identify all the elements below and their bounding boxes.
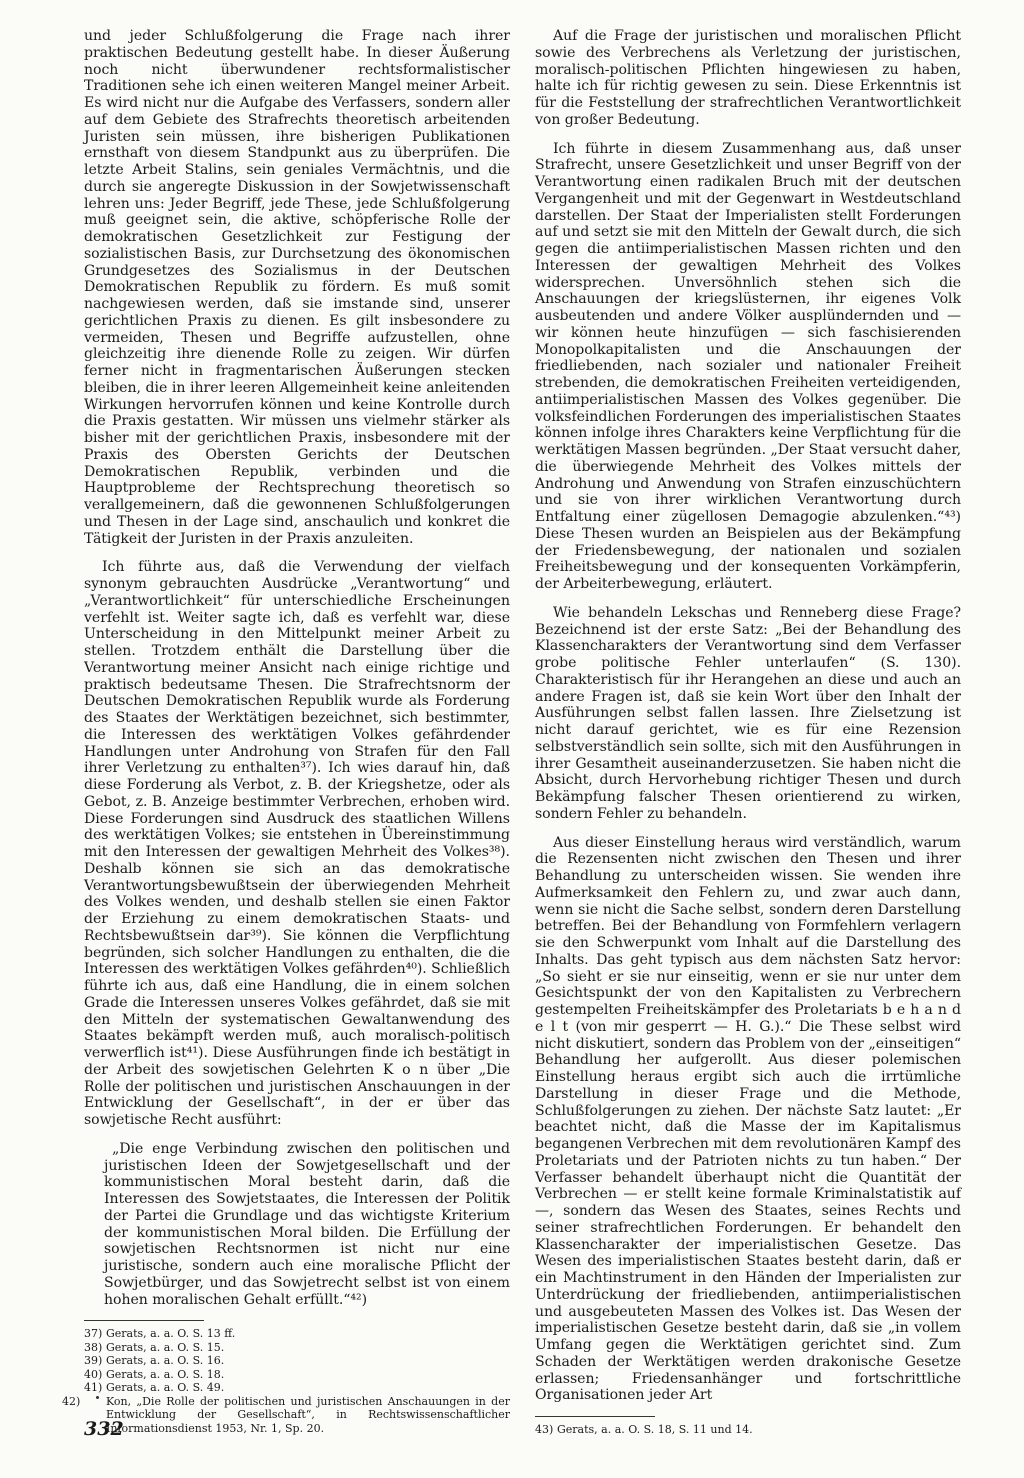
- footnote: [84, 1381, 510, 1395]
- footnote-text: Gerats, a. a. O. S. 18, S. 11 und 14.: [557, 1423, 753, 1436]
- footnote-divider: [84, 1320, 204, 1327]
- page-number: 332: [84, 1418, 124, 1440]
- footnote-text: Gerats, a. a. O. S. 18.: [106, 1367, 225, 1381]
- footnote-number: 42): [62, 1394, 81, 1408]
- footnote: [84, 1327, 510, 1341]
- footnote-text: Gerats, a. a. O. S. 13 ff.: [106, 1327, 236, 1341]
- footnotes-left: [62, 1327, 510, 1435]
- block-quote: „Die enge Verbindung zwischen den politischen und juristischen Ideen der Sowjetgesellschaft und der kommunistischen Moral besteht darin, daß die Interessen des Sowjetstaates, die Interessen der Politik der Partei die Grundlage und das wichtigste Kriterium der kommunistischen Moral bilden. Die Erfüllung der sowjetischen Rechtsnormen ist nicht nur eine juristische, sondern auch eine moralische Pflicht der Sowjetbürger, und das Sowjetrecht selbst ist von einem hohen moralischen Gehalt erfüllt.“⁴²): [104, 1140, 510, 1308]
- footnote-number: 37): [84, 1327, 103, 1341]
- footnote-text: Gerats, a. a. O. S. 16.: [106, 1354, 225, 1368]
- footnote-number: 39): [84, 1354, 103, 1368]
- footnote-divider: [535, 1416, 655, 1423]
- footnote: [535, 1423, 961, 1437]
- footnotes-right: [535, 1423, 961, 1437]
- footnote: [62, 1394, 510, 1436]
- left-column: [62, 28, 510, 1435]
- paragraph: Ich führte in diesem Zusammenhang aus, daß unser Strafrecht, unsere Gesetzlichkeit und unser Begriff von der Verantwortung einen radikalen Bruch mit der deutschen Vergangenheit und mit der Gegenwart in Westdeutschland darstellen. Der Staat der Imperialisten stellt Forderungen auf und setzt sie mit den Mitteln der Gewalt durch, die sich gegen die antiimperialistischen Massen richten und den Interessen der gewaltigen Mehrheit des Volkes widersprechen. Unversöhnlich stehen sich die Anschauungen der kriegslüsternen, ihr eigenes Volk ausbeutenden und andere Völker ausplündernden und — wir können heute hinzufügen — sich faschisierenden Monopolkapitalisten und die Anschauungen der friedliebenden, nach sozialer und nationaler Freiheit strebenden, die demokratischen Freiheiten verteidigenden, antiimperialistischen Massen des Volkes gegenüber. Die volksfeindlichen Forderungen des imperialistischen Staates können infolge ihres Charakters keine Verpflichtung für die werktätigen Massen begründen. „Der Staat versucht daher, die überwiegende Mehrheit des Volkes mittels der Androhung und Anwendung von Strafen einzuschüchtern und sie von ihrer wirklichen Verantwortung durch Entfaltung einer zügellosen Demagogie abzulenken.“⁴³) Diese Thesen wurden an Beispielen aus der Bekämpfung der Friedensbewegung, der nationalen und sozialen Freiheitsbewegung und der konsequenten Vorkämpferin, der Arbeiterbewegung, erläutert.: [535, 140, 961, 592]
- footnote: [84, 1354, 510, 1368]
- footnote-number: 40): [84, 1367, 103, 1381]
- paragraph: Auf die Frage der juristischen und moralischen Pflicht sowie des Verbrechens als Verletzung der juristischen, moralisch-politischen Pflichten hingewiesen zu haben, halte ich für richtig gewesen zu sein. Diese Erkenntnis ist für die Feststellung der strafrechtlichen Verantwortlichkeit von großer Bedeutung.: [535, 28, 961, 128]
- footnote-text: Gerats, a. a. O. S. 15.: [106, 1340, 225, 1354]
- paragraph: Ich führte aus, daß die Verwendung der vielfach synonym gebrauchten Ausdrücke „Verantwortung“ und „Verantwortlichkeit“ für unterschiedliche Erscheinungen verfehlt ist. Weiter sagte ich, daß es verfehlt war, diese Unterscheidung in den Mittelpunkt meiner Arbeit zu stellen. Trotzdem enthält die Darstellung über die Verantwortung meiner Ansicht nach einige richtige und praktisch bedeutsame Thesen. Die Strafrechtsnorm der Deutschen Demokratischen Republik wurde als Forderung des Staates der Werktätigen bezeichnet, sich bestimmter, die Interessen des werktätigen Volkes gefährdender Handlungen unter Androhung von Strafen für den Fall ihrer Verletzung zu enthalten³⁷). Ich wies darauf hin, daß diese Forderung als Verbot, z. B. der Kriegshetze, oder als Gebot, z. B. Anzeige bestimmter Verbrechen, erhoben wird. Diese Forderungen sind Ausdruck des staatlichen Willens des werktätigen Volkes; sie entstehen in Übereinstimmung mit den Interessen der gewaltigen Mehrheit des Volkes³⁸). Deshalb können sie sich an das demokratische Verantwortungsbewußtsein der überwiegenden Mehrheit des Volkes wenden, und deshalb stellen sie einen Faktor der Erziehung zu einem demokratischen Staats- und Rechtsbewußtsein dar³⁹). Sie können die Verpflichtung begründen, sich solcher Handlungen zu enthalten, die die Interessen des werktätigen Volkes gefährden⁴⁰). Schließlich führte ich aus, daß eine Handlung, die in einem solchen Grade die Interessen unseres Volkes gefährdet, daß sie mit den Mitteln der systematischen Gewaltanwendung des Staates bekämpft werden muß, auch moralisch-politisch verwerflich ist⁴¹). Diese Ausführungen finde ich bestätigt in der Arbeit des sowjetischen Gelehrten K o n über „Die Rolle der politischen und juristischen Anschauungen in der Entwicklung der Gesellschaft“, in der er über das sowjetische Recht ausführt:: [84, 559, 510, 1128]
- paragraph: Aus dieser Einstellung heraus wird verständlich, warum die Rezensenten nicht zwischen den Thesen und ihrer Behandlung zu unterscheiden wissen. Sie wenden ihre Aufmerksamkeit den Fehlern zu, und zwar auch dann, wenn sie nicht die Sache selbst, sondern deren Darstellung betreffen. Bei der Behandlung von Formfehlern verlagern sie den Schwerpunkt vom Inhalt auf die Darstellung des Inhalts. Das geht typisch aus dem nächsten Satz hervor: „So sieht er sie nur einseitig, wenn er sie nur unter dem Gesichtspunkt der von den Kapitalisten zu Verbrechern gestempelten Freiheitskämpfer des Proletariats b e h a n d e l t (von mir gesperrt — H. G.).“ Die These selbst wird nicht diskutiert, sondern das Problem von der „einseitigen“ Behandlung her aufgerollt. Aus dieser polemischen Einstellung heraus ergibt sich auch die irrtümliche Darstellung in dieser Frage und die Methode, Schlußfolgerungen zu ziehen. Der nächste Satz lautet: „Er beachtet nicht, daß die Masse der im Kapitalismus begangenen Verbrechen mit dem revolutionären Kampf des Proletariats und der Patrioten nichts zu tun haben.“ Der Verfasser behandelt überhaupt nicht die Quantität der Verbrechen — er stellt keine formale Kriminalstatistik auf —, sondern das Wesen des Staates, seines Rechts und seiner strafrechtlichen Forderungen. Er behandelt den Klassencharakter der imperialistischen Gesetze. Das Wesen des imperialistischen Staates besteht darin, daß er ein Machtinstrument in den Händen der Imperialisten zur Unterdrückung der friedliebenden, antiimperialistischen und ausgebeuteten Massen des Volkes ist. Das Wesen der imperialistischen Gesetze besteht darin, daß sie „in vollem Umfang gegen die Werktätigen gerichtet sind. Zum Schaden der Werktätigen werden drakonische Gesetze erlassen; Friedensanhänger und fortschrittliche Organisationen jeder Art: [535, 834, 961, 1404]
- footnote: [84, 1368, 510, 1382]
- paragraph: Wie behandeln Lekschas und Renneberg diese Frage? Bezeichnend ist der erste Satz: „Bei der Behandlung des Klassencharakters der Verantwortung sind dem Verfasser grobe politische Fehler unterlaufen“ (S. 130). Charakteristisch für ihr Herangehen an diese und auch an andere Fragen ist, daß sie kein Wort über den Inhalt der Ausführungen selbst fallen lassen. Ihre Zielsetzung ist nicht darauf gerichtet, wie es für eine Rezension selbstverständlich sein sollte, sich mit den Ausführungen in ihrer Gesamtheit auseinanderzusetzen. Sie haben nicht die Absicht, durch Hervorhebung richtiger Thesen und durch Bekämpfung falscher Thesen orientierend zu wirken, sondern Fehler zu behandeln.: [535, 604, 961, 822]
- footnote-number: 43): [535, 1423, 554, 1436]
- footnote-number: 41): [84, 1381, 103, 1395]
- footnote-text: Kon, „Die Rolle der politischen und juristischen Anschauungen in der Entwicklung der Gesellschaft“, in Rechtswissenschaftlicher Informationsdienst 1953, Nr. 1, Sp. 20.: [106, 1394, 510, 1435]
- paragraph: und jeder Schlußfolgerung die Frage nach ihrer praktischen Bedeutung gestellt habe. In dieser Äußerung noch nicht überwundener rechtsformalistischer Traditionen sehe ich einen weiteren Mangel meiner Arbeit. Es wird nicht nur die Aufgabe des Verfassers, sondern aller auf dem Gebiete des Strafrechts theoretisch arbeitenden Juristen sein müssen, ihre bisherigen Publikationen ernsthaft von diesem Standpunkt aus zu überprüfen. Die letzte Arbeit Stalins, sein geniales Vermächtnis, und die durch sie angeregte Diskussion in der Sowjetwissenschaft lehren uns: Jeder Begriff, jede These, jede Schlußfolgerung muß geeignet sein, die aktive, schöpferische Rolle der demokratischen Gesetzlichkeit zur Festigung der sozialistischen Basis, zur Durchsetzung des ökonomischen Grundgesetzes des Sozialismus in der Deutschen Demokratischen Republik zu fördern. Es muß somit nachgewiesen werden, daß sie imstande sind, unserer gerichtlichen Praxis zu dienen. Es gilt insbesondere zu vermeiden, Thesen und Begriffe aufzustellen, ohne gleichzeitig ihre dienende Rolle zu zeigen. Wir dürfen ferner nicht in fragmentarischen Äußerungen stecken bleiben, die in ihrer leeren Allgemeinheit keine anleitenden Wirkungen hervorrufen können und keine Kontrolle durch die Praxis gestatten. Wir müssen uns vielmehr stärker als bisher mit der gerichtlichen Praxis, insbesondere mit der Praxis des Obersten Gerichts der Deutschen Demokratischen Republik, verbinden und die Hauptprobleme der Rechtsprechung theoretisch so verallgemeinern, daß die gewonnenen Schlußfolgerungen und Thesen in der Lage sind, anschaulich und konkret die Tätigkeit der Juristen in der Praxis anzuleiten.: [84, 28, 510, 547]
- right-column: [535, 28, 961, 1437]
- footnote-number: 38): [84, 1340, 103, 1354]
- print-speck: [96, 1396, 99, 1399]
- footnote: [84, 1341, 510, 1355]
- footnote-text: Gerats, a. a. O. S. 49.: [106, 1381, 225, 1395]
